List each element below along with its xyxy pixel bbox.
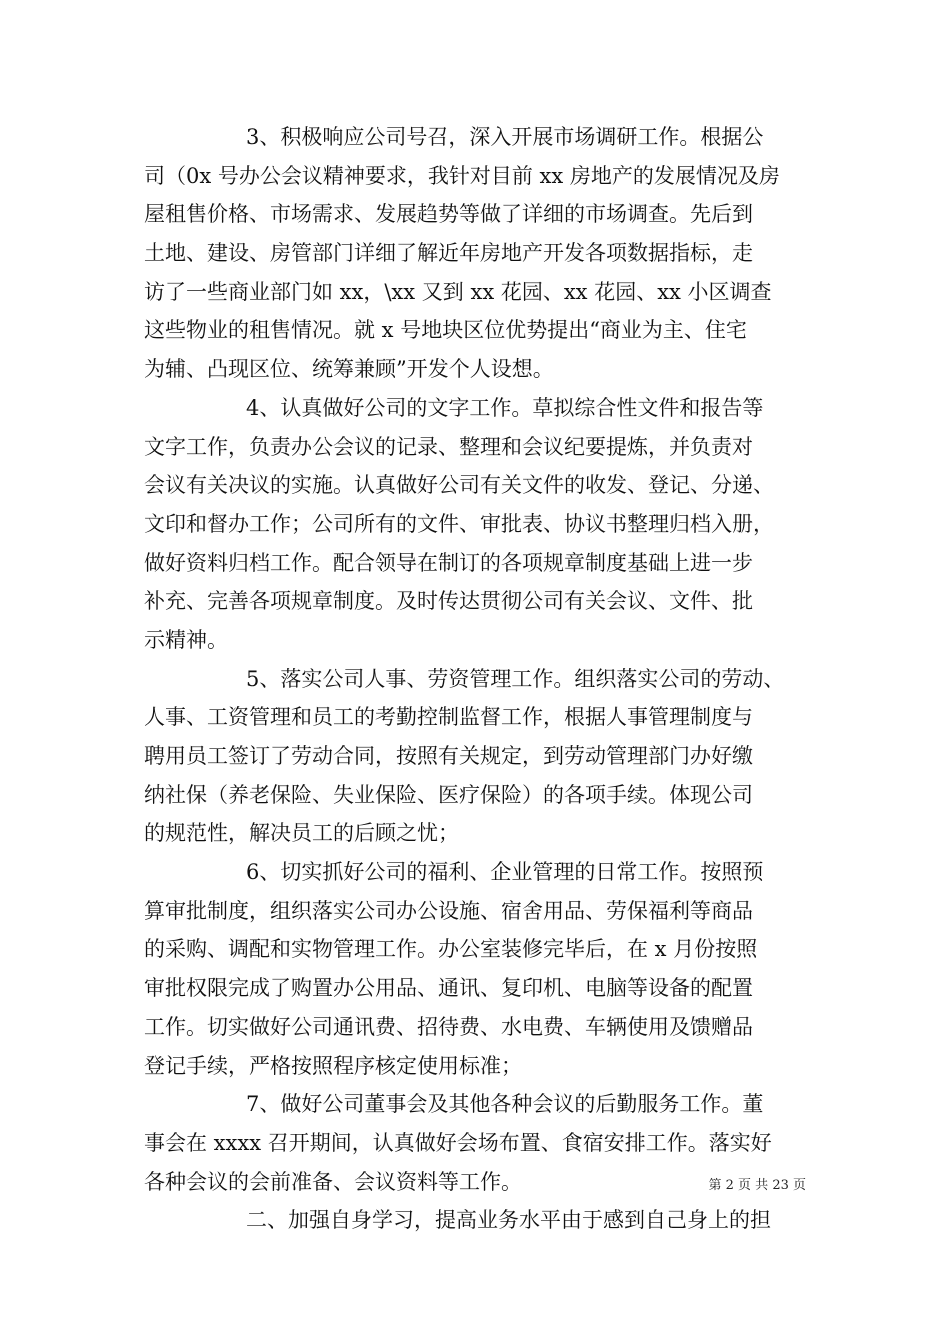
text-line: 访了一些商业部门如 xx，\xx 又到 xx 花园、xx 花园、xx 小区调查 [144,279,772,304]
text-line: 的采购、调配和实物管理工作。办公室装修完毕后，在 x 月份按照 [144,937,758,962]
text-line: 的规范性，解决员工的后顾之忧； [144,821,459,846]
text-line: 这些物业的租售情况。就 x 号地块区位优势提出“商业为主、住宅 [144,318,747,343]
page-footer: 第 2 页 共 23 页 [708,1178,806,1193]
paragraph-first-line: 7、做好公司董事会及其他各种会议的后勤服务工作。董 [246,1092,764,1117]
text-line: 屋租售价格、市场需求、发展趋势等做了详细的市场调查。先后到 [144,202,753,227]
text-line: 人事、工资管理和员工的考勤控制监督工作，根据人事管理制度与 [144,705,753,730]
paragraph-first-line: 4、认真做好公司的文字工作。草拟综合性文件和报告等 [246,395,764,420]
text-line: 司（0x 号办公会议精神要求，我针对目前 xx 房地产的发展情况及房 [144,163,780,188]
text-line: 事会在 xxxx 召开期间，认真做好会场布置、食宿安排工作。落实好 [144,1130,772,1155]
text-line: 土地、建设、房管部门详细了解近年房地产开发各项数据指标，走 [144,241,753,266]
text-line: 为辅、凸现区位、统筹兼顾”开发个人设想。 [144,357,554,382]
text-line: 做好资料归档工作。配合领导在制订的各项规章制度基础上进一步 [144,550,753,575]
text-line: 补充、完善各项规章制度。及时传达贯彻公司有关会议、文件、批 [144,589,753,614]
text-line: 示精神。 [144,627,228,652]
text-line: 各种会议的会前准备、会议资料等工作。 [144,1169,522,1194]
text-line: 聘用员工签订了劳动合同，按照有关规定，到劳动管理部门办好缴 [144,744,753,768]
text-line: 登记手续，严格按照程序核定使用标准； [144,1053,522,1078]
text-line: 纳社保（养老保险、失业保险、医疗保险）的各项手续。体现公司 [144,782,753,807]
text-line: 会议有关决议的实施。认真做好公司有关文件的收发、登记、分递、 [144,473,774,498]
document-body [144,118,810,1240]
paragraph-first-line: 6、切实抓好公司的福利、企业管理的日常工作。按照预 [246,860,764,885]
text-line: 算审批制度，组织落实公司办公设施、宿舍用品、劳保福利等商品 [144,898,753,923]
paragraph-first-line: 5、落实公司人事、劳资管理工作。组织落实公司的劳动、 [246,666,785,691]
text-line: 文印和督办工作；公司所有的文件、审批表、协议书整理归档入册， [144,511,774,536]
text-line: 工作。切实做好公司通讯费、招待费、水电费、车辆使用及馈赠品 [144,1014,753,1039]
paragraph-first-line: 二、加强自身学习，提高业务水平由于感到自己身上的担 [246,1208,771,1233]
paragraph-first-line: 3、积极响应公司号召，深入开展市场调研工作。根据公 [246,125,764,149]
text-line: 文字工作，负责办公会议的记录、整理和会议纪要提炼，并负责对 [144,434,753,459]
text-line: 审批权限完成了购置办公用品、通讯、复印机、电脑等设备的配置 [144,976,753,1001]
